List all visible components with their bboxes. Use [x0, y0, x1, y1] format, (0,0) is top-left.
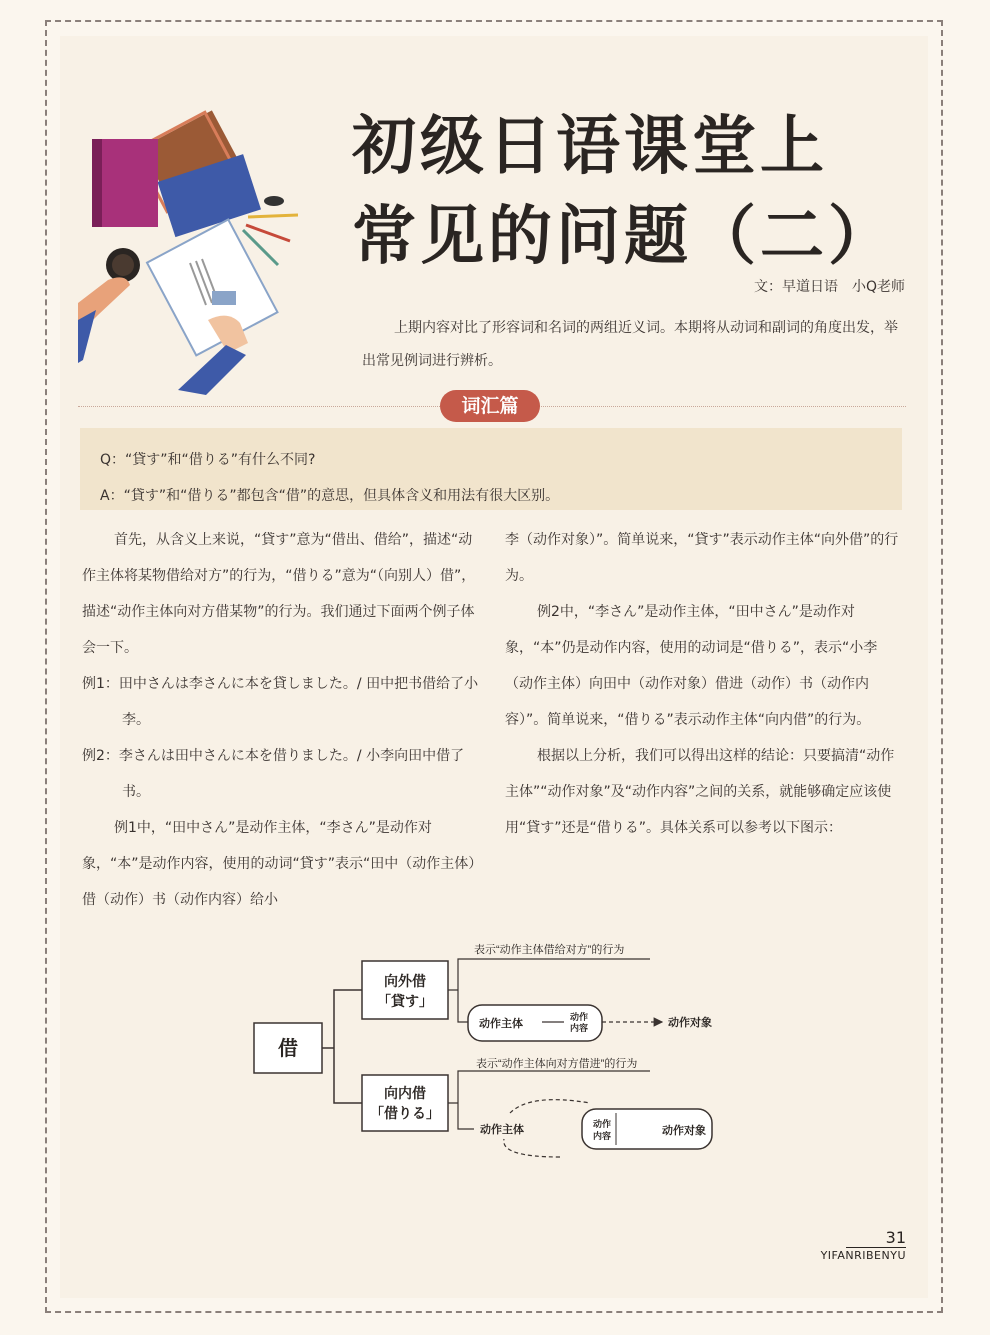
- question-text: Q：“貸す”和“借りる”有什么不同?: [100, 452, 316, 468]
- page-number: 31: [846, 1229, 906, 1248]
- right-paragraph: 根据以上分析，我们可以得出这样的结论：只要搞清“动作主体”“动作对象”及“动作内容”之间的关系，就能够确定应该使用“貸す”还是“借りる”。具体关系可以参考以下图示：: [505, 748, 895, 836]
- diagram-branch1-object: 动作对象: [668, 1017, 712, 1029]
- diagram-branch2-subject: 动作主体: [480, 1124, 524, 1136]
- diagram-branch1-subject: 动作主体: [479, 1018, 523, 1030]
- left-column: [82, 522, 482, 918]
- title-line-2: 常见的问题（二）: [352, 200, 896, 274]
- section-label: 词汇篇: [440, 390, 540, 422]
- study-illustration-icon: [78, 105, 298, 395]
- answer-text: A：“貸す”和“借りる”都包含“借”的意思，但具体含义和用法有很大区别。: [100, 488, 560, 504]
- example-1: 例1：田中さんは李さんに本を貸しました。/ 田中把书借给了小李。: [82, 676, 479, 728]
- page-title: [352, 102, 912, 282]
- diagram-branch1-box: [362, 961, 448, 1019]
- right-paragraph: 李（动作对象）”。简单说来，“貸す”表示动作主体“向外借”的行为。: [505, 532, 899, 584]
- example-2: 例2：李さんは田中さんに本を借りました。/ 小李向田中借了书。: [82, 748, 465, 800]
- left-paragraph: 首先，从含义上来说，“貸す”意为“借出、借给”，描述“动作主体将某物借给对方”的行为，“借りる”意为“（向别人）借”，描述“动作主体向对方借某物”的行为。我们通过下面两个例子体会一下。: [82, 532, 476, 656]
- left-paragraph: 例1中，“田中さん”是动作主体，“李さん”是动作对象，“本”是动作内容，使用的动词“貸す”表示“田中（动作主体）借（动作）书（动作内容）给小: [82, 820, 476, 908]
- diagram-branch2-caption: 表示“动作主体向对方借进”的行为: [476, 1058, 638, 1070]
- diagram-connector: [322, 990, 362, 1103]
- page-footer: [800, 1228, 906, 1262]
- footer-brand: YIFANRIBENYU: [820, 1249, 906, 1262]
- diagram-branch1-line2: 「貸す」: [377, 993, 433, 1009]
- title-line-1: 初级日语课堂上: [352, 110, 828, 184]
- diagram-root-label: 借: [278, 1038, 298, 1060]
- right-column: [505, 522, 905, 846]
- diagram-branch2-content-1: 动作: [592, 1119, 612, 1129]
- diagram-branch1-content-2: 内容: [569, 1023, 589, 1033]
- byline: 文：早道日语 小Q老师: [753, 279, 905, 295]
- diagram-branch2-line1: 向内借: [384, 1085, 426, 1101]
- diagram-branch1-content-1: 动作: [569, 1012, 589, 1022]
- diagram-branch1-line1: 向外借: [384, 973, 426, 989]
- qa-box: [80, 428, 902, 510]
- relationship-diagram: [230, 935, 750, 1180]
- right-paragraph: 例2中，“李さん”是动作主体，“田中さん”是动作对象，“本”仍是动作内容，使用的动词是“借りる”，表示“小李（动作主体）向田中（动作对象）借进（动作）书（动作内容）”。简单说来，“借りる”表示动作主体“向内借”的行为。: [505, 604, 878, 728]
- diagram-branch2-box: [362, 1075, 448, 1131]
- diagram-branch1-caption: 表示“动作主体借给对方”的行为: [474, 944, 625, 956]
- diagram-branch2-line2: 「借りる」: [370, 1105, 440, 1121]
- diagram-branch2-object: 动作对象: [662, 1125, 706, 1137]
- intro-paragraph: 上期内容对比了形容词和名词的两组近义词。本期将从动词和副词的角度出发，举出常见例词进行辨析。: [362, 320, 898, 369]
- diagram-branch2-content-2: 内容: [592, 1131, 612, 1141]
